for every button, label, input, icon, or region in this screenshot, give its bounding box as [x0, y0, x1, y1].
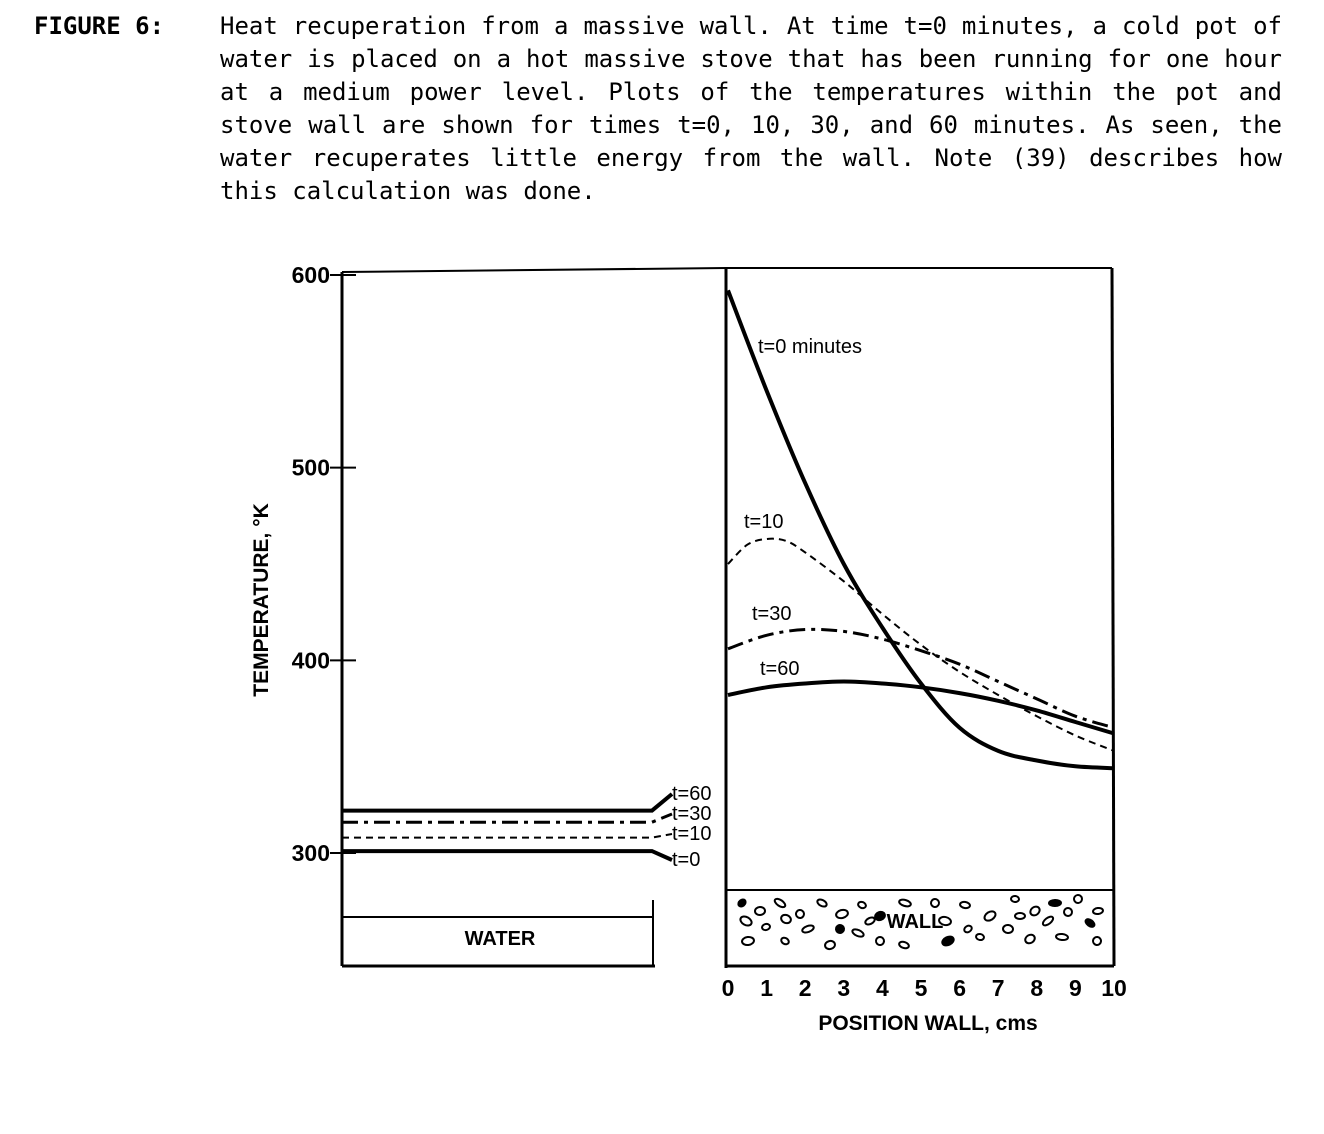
pebble-mark [975, 933, 984, 941]
water-label: WATER [464, 928, 536, 950]
pebble-mark [1011, 896, 1019, 903]
water-label-t0: t=0 [672, 849, 701, 871]
y-tick-label-600: 600 [291, 262, 330, 288]
pebble-mark [773, 897, 786, 909]
pebble-mark [1015, 913, 1025, 919]
pebble-mark [1024, 933, 1037, 945]
y-axis-title: TEMPERATURE, °K [250, 503, 273, 697]
water-label-t60: t=60 [672, 783, 712, 805]
pebble-mark [930, 898, 941, 909]
pebble-mark [835, 924, 845, 934]
wall-label-t60: t=60 [760, 658, 800, 680]
y-tick-label-300: 300 [291, 840, 330, 866]
water-label-t30: t=30 [672, 803, 712, 825]
x-tick-label-3: 3 [837, 975, 851, 1001]
x-tick-label-6: 6 [953, 975, 966, 1001]
x-axis [722, 975, 1127, 1001]
x-tick-label-9: 9 [1069, 975, 1082, 1001]
water-line-t30 [342, 814, 672, 822]
pebble-mark [739, 915, 753, 928]
pebble-mark [816, 898, 828, 908]
pebble-mark [874, 910, 886, 921]
pebble-mark [1091, 935, 1102, 946]
wall-label-t0: t=0 minutes [758, 336, 862, 358]
y-axis [292, 262, 356, 866]
wall-panel-right-edge [1112, 268, 1114, 966]
pebble-mark [960, 901, 971, 909]
x-tick-label-4: 4 [876, 975, 889, 1001]
x-axis-title: POSITION WALL, cms [818, 1012, 1038, 1035]
pebble-mark [875, 936, 885, 946]
pebble-mark [795, 909, 804, 918]
pebble-mark [898, 898, 911, 907]
x-tick-label-5: 5 [914, 975, 928, 1001]
x-tick-label-10: 10 [1101, 975, 1127, 1001]
pebble-mark [1084, 918, 1096, 929]
wall-label: WALL [886, 911, 944, 933]
pebble-mark [824, 940, 836, 950]
caption-text: Heat recuperation from a massive wall. At time t=0 minutes, a cold pot of water is placed on a hot massive stove that has been running for one hour at a medium power level. Plots of the temperatures within the pot and stove wall are shown for times t=0, 10, 30, and 60 minutes. As seen, the water recuperates little energy from the wall. Note (39) describes how this calculation was done. [220, 12, 1282, 205]
water-line-t10 [342, 834, 672, 838]
pebble-mark [941, 935, 955, 947]
x-tick-label-8: 8 [1030, 975, 1044, 1001]
pebble-mark [1093, 907, 1104, 914]
pebble-mark [864, 916, 876, 926]
water-panel [342, 268, 726, 966]
x-tick-label-0: 0 [721, 975, 735, 1001]
pebble-mark [742, 936, 755, 945]
wall-label-t10: t=10 [744, 511, 784, 533]
pebble-mark [1029, 905, 1042, 918]
pebble-mark [983, 909, 997, 922]
pebble-mark [835, 909, 849, 920]
x-tick-label-1: 1 [760, 975, 773, 1001]
pebble-mark [857, 901, 867, 910]
pebble-mark [1041, 915, 1054, 927]
water-line-t60 [342, 794, 672, 811]
water-line-t0 [342, 851, 672, 860]
x-tick-label-2: 2 [798, 975, 812, 1001]
wall-curve-t0 [728, 290, 1114, 768]
water-series [342, 783, 711, 871]
water-label-t10: t=10 [672, 823, 712, 845]
pebble-mark [761, 923, 770, 931]
wall-label-t30: t=30 [752, 603, 792, 625]
x-tick-label-7: 7 [991, 975, 1005, 1001]
pebble-mark [851, 928, 864, 938]
pebble-mark [1072, 893, 1083, 904]
pebble-mark [1064, 908, 1072, 916]
y-tick-label-400: 400 [291, 647, 330, 674]
pebble-mark [801, 924, 814, 934]
pebble-mark [963, 924, 973, 933]
pebble-mark [737, 898, 747, 908]
y-tick-label-500: 500 [291, 454, 330, 481]
pebble-mark [1056, 933, 1069, 940]
figure-label: FIGURE 6: [34, 12, 165, 40]
water-panel-top-edge [342, 268, 726, 272]
pebble-mark [1003, 925, 1014, 934]
pebble-mark [780, 913, 792, 924]
wall-curve-t10 [728, 539, 1114, 751]
pebble-mark [780, 936, 790, 945]
pebble-mark [755, 907, 765, 916]
pebble-mark [898, 941, 909, 950]
pebble-mark [1049, 900, 1061, 906]
wall-series [728, 290, 1114, 768]
